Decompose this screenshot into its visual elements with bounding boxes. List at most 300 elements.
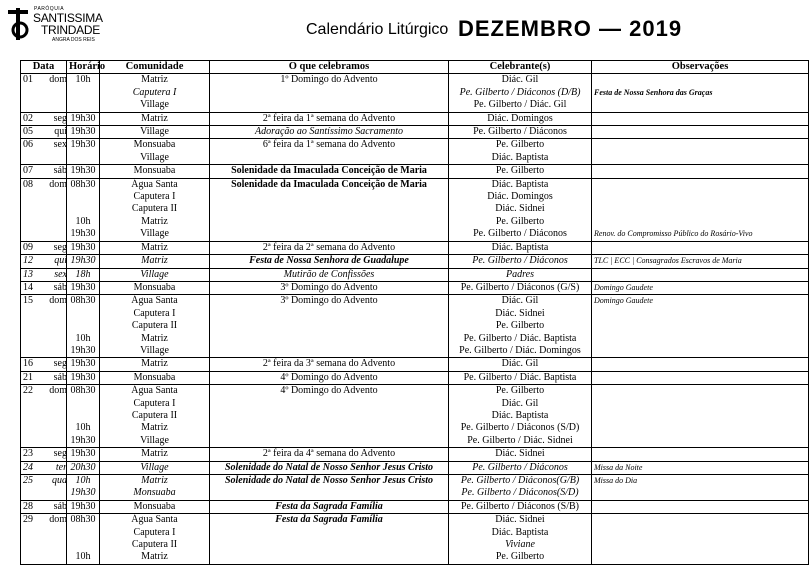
observation-line [594, 514, 806, 526]
time-line: 10h [75, 215, 91, 227]
observation-line [594, 113, 806, 125]
time-line [69, 152, 97, 164]
celebration-line [212, 551, 446, 563]
community-line: Matriz [141, 241, 168, 253]
time-cell [67, 514, 100, 565]
observation-line [594, 487, 806, 499]
date-cell [21, 74, 67, 112]
observation-cell [592, 74, 809, 112]
time-line: 08h30 [70, 295, 96, 307]
date-cell [21, 281, 67, 294]
date-cell [21, 371, 67, 384]
celebration-cell [210, 295, 449, 358]
celebration-cell [210, 371, 449, 384]
community-cell [100, 112, 210, 125]
table-row [21, 74, 809, 112]
time-line: 19h30 [70, 241, 96, 253]
time-cell [67, 448, 100, 461]
celebrant-line: Diác. Sidnei [495, 203, 545, 215]
celebration-cell [210, 358, 449, 371]
date-cell [21, 126, 67, 139]
observation-line [594, 216, 806, 228]
observation-line [594, 501, 806, 513]
logo-name-line2: TRINDADE [41, 23, 100, 37]
weekday: seg [53, 112, 67, 124]
celebration-cell [210, 139, 449, 165]
celebration-cell [210, 178, 449, 241]
time-line: 19h30 [70, 434, 96, 446]
community-line: Village [140, 268, 169, 280]
weekday: dom [49, 385, 67, 397]
community-line: Matriz [141, 255, 168, 267]
column-header-observations: Observações [592, 61, 809, 74]
community-line: Village [140, 461, 169, 473]
celebrant-line: Pe. Gilberto [495, 385, 545, 397]
time-cell [67, 475, 100, 501]
weekday: dom [49, 74, 67, 86]
celebration-cell [210, 165, 449, 178]
table-row [21, 126, 809, 139]
time-line: 19h30 [70, 500, 96, 512]
day-number: 25 [23, 475, 33, 486]
day-number: 28 [23, 500, 33, 512]
celebrant-cell [449, 500, 592, 513]
celebration-cell [210, 514, 449, 565]
community-line: Caputera I [133, 526, 176, 538]
date-cell [21, 358, 67, 371]
observation-line [594, 179, 806, 191]
observation-line: TLC | ECC | Consagrados Escravos de Maria [594, 256, 742, 266]
celebration-line [212, 539, 446, 551]
table-row [21, 139, 809, 165]
celebrant-line: Pe. Gilberto / Diáconos (G/S) [460, 281, 580, 293]
day-number: 09 [23, 241, 33, 253]
celebrant-cell [449, 255, 592, 268]
weekday: dom [49, 514, 67, 526]
observation-line: Domingo Gaudete [594, 282, 653, 292]
celebrant-line: Diác. Sidnei [495, 448, 545, 460]
celebrant-cell [449, 268, 592, 281]
weekday: sáb [53, 281, 67, 293]
logo-parish-label: PARÓQUIA [34, 6, 65, 12]
weekday: dom [49, 178, 67, 190]
celebration-line [212, 398, 446, 410]
celebration-line: Festa da Sagrada Família [275, 514, 383, 526]
weekday: qui [54, 255, 67, 267]
observation-cell [592, 139, 809, 165]
celebration-line: 1º Domingo do Advento [280, 74, 378, 86]
column-header-time: Horário [67, 61, 100, 74]
community-line: Matriz [141, 332, 168, 344]
community-cell [100, 371, 210, 384]
celebration-cell [210, 385, 449, 448]
celebration-line: Solenidade do Natal de Nosso Senhor Jesus Cristo [224, 461, 434, 473]
observation-line [594, 551, 806, 563]
time-line [69, 410, 97, 422]
observation-line [594, 152, 806, 164]
day-number: 02 [23, 112, 33, 124]
time-cell [67, 500, 100, 513]
date-cell [21, 385, 67, 448]
celebrant-line: Diác. Sidnei [495, 307, 545, 319]
celebration-cell [210, 500, 449, 513]
community-line: Água Santa [131, 385, 178, 397]
celebrant-line: Pe. Gilberto / Diáconos (D/B) [459, 86, 581, 98]
observation-line: Domingo Gaudete [594, 296, 653, 306]
celebration-cell [210, 268, 449, 281]
community-cell [100, 514, 210, 565]
time-line: 19h30 [70, 165, 96, 177]
column-header-celebration: O que celebramos [210, 61, 449, 74]
time-line: 18h [75, 268, 91, 280]
celebrant-line: Diác. Baptista [491, 526, 549, 538]
day-number: 01 [23, 74, 33, 86]
weekday: sáb [53, 500, 67, 512]
celebrant-line: Diác. Gil [501, 295, 539, 307]
observation-line [594, 242, 806, 254]
celebration-line: 6ª feira da 1ª semana do Advento [262, 139, 396, 151]
celebration-line: 4º Domingo do Advento [280, 371, 378, 383]
observation-cell [592, 165, 809, 178]
time-line: 10h [75, 332, 91, 344]
celebrant-line: Pe. Gilberto / Diác. Baptista [463, 332, 577, 344]
liturgical-calendar-table [20, 60, 809, 565]
observation-line [594, 385, 806, 397]
date-cell [21, 475, 67, 501]
time-line [69, 527, 97, 539]
celebrant-line: Diác. Gil [501, 397, 539, 409]
observation-line [594, 99, 806, 111]
observation-line [594, 269, 806, 281]
celebration-line [212, 410, 446, 422]
observation-line [594, 372, 806, 384]
time-cell [67, 385, 100, 448]
header-subtitle: Calendário Litúrgico [306, 21, 449, 38]
celebrant-line: Diác. Baptista [491, 151, 549, 163]
observation-line [594, 320, 806, 332]
observation-cell [592, 126, 809, 139]
day-number: 06 [23, 139, 33, 151]
observation-line [594, 448, 806, 460]
table-row [21, 178, 809, 241]
time-cell [67, 281, 100, 294]
day-number: 08 [23, 178, 33, 190]
celebrant-cell [449, 295, 592, 358]
community-cell [100, 448, 210, 461]
time-line: 08h30 [70, 178, 96, 190]
community-line: Matriz [141, 74, 168, 86]
celebrant-line: Pe. Gilberto [495, 320, 545, 332]
table-row [21, 448, 809, 461]
community-cell [100, 255, 210, 268]
time-line: 20h30 [70, 461, 96, 473]
community-cell [100, 500, 210, 513]
celebration-cell [210, 475, 449, 501]
celebrant-cell [449, 74, 592, 112]
observation-line [594, 126, 806, 138]
weekday: ter [55, 461, 67, 473]
community-line: Village [140, 228, 169, 240]
date-cell [21, 500, 67, 513]
celebration-line [212, 435, 446, 447]
community-cell [100, 74, 210, 112]
community-line: Matriz [141, 448, 168, 460]
community-line: Caputera II [131, 320, 178, 332]
celebration-line [212, 191, 446, 203]
celebrant-line: Pe. Gilberto / Diác. Sidnei [467, 434, 573, 446]
table-header-row [21, 61, 809, 74]
observation-cell [592, 514, 809, 565]
celebrant-cell [449, 112, 592, 125]
observation-line [594, 358, 806, 370]
date-cell [21, 268, 67, 281]
celebration-line: Solenidade da Imaculada Conceição de Maria [231, 165, 427, 177]
celebrant-line: Pe. Gilberto [495, 215, 545, 227]
time-line [69, 87, 97, 99]
celebration-line: 2ª feira da 1ª semana do Advento [262, 112, 396, 124]
celebrant-line: Diác. Baptista [491, 241, 549, 253]
celebrant-line: Pe. Gilberto [495, 165, 545, 177]
community-line: Village [140, 126, 169, 138]
weekday: sex [53, 139, 67, 151]
community-line: Caputera II [131, 409, 178, 421]
time-cell [67, 74, 100, 112]
celebration-cell [210, 241, 449, 254]
celebration-line [212, 422, 446, 434]
celebration-line: 3º Domingo do Advento [280, 295, 378, 307]
community-line: Caputera I [132, 86, 177, 98]
celebrant-line: Pe. Gilberto / Diáconos [473, 126, 567, 138]
table-row [21, 241, 809, 254]
celebration-cell [210, 461, 449, 474]
observation-cell [592, 500, 809, 513]
celebrant-cell [449, 371, 592, 384]
community-line: Monsuaba [133, 487, 176, 499]
date-cell [21, 139, 67, 165]
celebrant-line: Pe. Gilberto / Diáconos(G/B) [460, 475, 580, 486]
logo-city: ANGRA DOS REIS [52, 37, 95, 43]
day-number: 16 [23, 358, 33, 370]
celebrant-line: Pe. Gilberto / Diác. Gil [473, 99, 567, 111]
celebration-line [212, 87, 446, 99]
table-row [21, 371, 809, 384]
time-line: 08h30 [70, 514, 96, 526]
date-cell [21, 241, 67, 254]
day-number: 12 [23, 255, 33, 267]
weekday: seg [53, 241, 67, 253]
observation-line [594, 345, 806, 357]
community-line: Água Santa [131, 514, 178, 526]
column-header-community: Comunidade [100, 61, 210, 74]
celebration-line [212, 216, 446, 228]
time-line [69, 99, 97, 111]
community-line: Village [140, 434, 169, 446]
table-row [21, 358, 809, 371]
celebration-line [212, 152, 446, 164]
observation-cell [592, 295, 809, 358]
observation-line: Missa da Noite [594, 462, 643, 472]
observation-line [594, 435, 806, 447]
time-cell [67, 268, 100, 281]
celebrant-cell [449, 448, 592, 461]
day-number: 14 [23, 281, 33, 293]
day-number: 15 [23, 295, 33, 307]
celebrant-line: Diác. Domingos [487, 191, 553, 203]
day-number: 05 [23, 126, 33, 138]
observation-line [594, 191, 806, 203]
observation-cell [592, 241, 809, 254]
day-number: 13 [23, 268, 33, 280]
time-cell [67, 371, 100, 384]
celebration-line: Mutirão de Confissões [283, 268, 375, 280]
celebrant-line: Pe. Gilberto [495, 551, 545, 563]
community-line: Matriz [141, 215, 168, 227]
community-line: Caputera I [133, 191, 176, 203]
celebrant-cell [449, 178, 592, 241]
celebrant-line: Pe. Gilberto / Diác. Baptista [463, 371, 577, 383]
celebration-line [212, 527, 446, 539]
celebrant-line: Pe. Gilberto / Diáconos [473, 228, 567, 240]
community-line: Matriz [141, 422, 168, 434]
observation-cell [592, 178, 809, 241]
weekday: seg [53, 448, 67, 460]
observation-line [594, 539, 806, 551]
time-line: 19h30 [70, 126, 96, 138]
observation-line [594, 410, 806, 422]
community-cell [100, 178, 210, 241]
celebration-line: 2ª feira da 4ª semana do Advento [262, 448, 396, 460]
community-cell [100, 358, 210, 371]
community-line: Monsuaba [133, 165, 176, 177]
celebrant-line: Pe. Gilberto / Diáconos (S/D) [460, 422, 580, 434]
page-header [0, 17, 810, 47]
date-cell [21, 255, 67, 268]
celebrant-cell [449, 461, 592, 474]
time-line: 08h30 [70, 385, 96, 397]
date-cell [21, 112, 67, 125]
celebration-cell [210, 448, 449, 461]
observation-cell [592, 112, 809, 125]
community-cell [100, 461, 210, 474]
time-line: 19h30 [70, 358, 96, 370]
logo-name-line1: SANTISSIMA [33, 11, 103, 25]
celebration-line: 2ª feira da 2ª semana do Advento [262, 241, 396, 253]
time-line [69, 191, 97, 203]
day-number: 29 [23, 514, 33, 526]
time-cell [67, 165, 100, 178]
observation-line [594, 74, 806, 86]
celebration-cell [210, 255, 449, 268]
time-line: 19h30 [70, 139, 96, 151]
community-line: Matriz [141, 358, 168, 370]
observation-line: Festa de Nossa Senhora das Graças [594, 87, 713, 97]
date-cell [21, 514, 67, 565]
observation-line [594, 165, 806, 177]
celebration-line [212, 333, 446, 345]
weekday: sex [54, 268, 67, 280]
weekday: sáb [53, 165, 67, 177]
community-cell [100, 295, 210, 358]
celebrant-line: Diác. Domingos [487, 112, 553, 124]
day-number: 24 [23, 461, 33, 473]
day-number: 23 [23, 448, 33, 460]
observation-cell [592, 448, 809, 461]
community-cell [100, 281, 210, 294]
time-line: 10h [75, 551, 91, 563]
celebration-line: 2ª feira da 3ª semana do Advento [262, 358, 396, 370]
community-line: Matriz [141, 551, 168, 563]
celebrant-line: Diác. Gil [501, 358, 539, 370]
weekday: qua [52, 475, 67, 486]
community-line: Monsuaba [133, 500, 176, 512]
celebrant-cell [449, 358, 592, 371]
weekday: seg [53, 358, 67, 370]
celebrant-line: Pe. Gilberto / Diáconos [472, 255, 568, 267]
table-row [21, 514, 809, 565]
day-number: 07 [23, 165, 33, 177]
celebrant-line: Pe. Gilberto [495, 139, 545, 151]
community-cell [100, 139, 210, 165]
celebration-cell [210, 112, 449, 125]
time-line: 19h30 [70, 371, 96, 383]
date-cell [21, 448, 67, 461]
date-cell [21, 295, 67, 358]
observation-line: Renov. do Compromisso Público do Rosário-Vivo [594, 229, 753, 239]
community-line: Caputera II [131, 203, 178, 215]
community-cell [100, 165, 210, 178]
time-line: 10h [75, 74, 91, 86]
community-line: Água Santa [131, 178, 178, 190]
community-line: Água Santa [131, 295, 178, 307]
time-line: 19h30 [70, 344, 96, 356]
celebration-line [212, 487, 446, 499]
observation-cell [592, 475, 809, 501]
celebration-line [212, 99, 446, 111]
observation-cell [592, 461, 809, 474]
celebration-line [212, 203, 446, 215]
celebrant-cell [449, 385, 592, 448]
community-line: Village [140, 151, 169, 163]
community-line: Caputera I [133, 307, 176, 319]
time-line: 19h30 [70, 255, 96, 267]
time-line: 10h [75, 422, 91, 434]
celebrant-cell [449, 281, 592, 294]
time-cell [67, 255, 100, 268]
table-row [21, 268, 809, 281]
time-line: 19h30 [70, 448, 96, 460]
date-cell [21, 461, 67, 474]
table-row [21, 112, 809, 125]
celebration-line: Adoração ao Santíssimo Sacramento [254, 126, 404, 138]
time-cell [67, 112, 100, 125]
observation-cell [592, 281, 809, 294]
celebrant-cell [449, 126, 592, 139]
table-row [21, 255, 809, 268]
date-cell [21, 178, 67, 241]
celebrant-line: Viviane [505, 539, 535, 551]
celebrant-line: Diác. Baptista [491, 409, 549, 421]
community-cell [100, 126, 210, 139]
page-title: DEZEMBRO — 2019 [458, 16, 683, 41]
time-line [69, 539, 97, 551]
celebration-line [212, 345, 446, 357]
time-line [69, 203, 97, 215]
community-cell [100, 268, 210, 281]
observation-cell [592, 255, 809, 268]
day-number: 21 [23, 371, 33, 383]
community-cell [100, 241, 210, 254]
weekday: dom [49, 295, 67, 307]
